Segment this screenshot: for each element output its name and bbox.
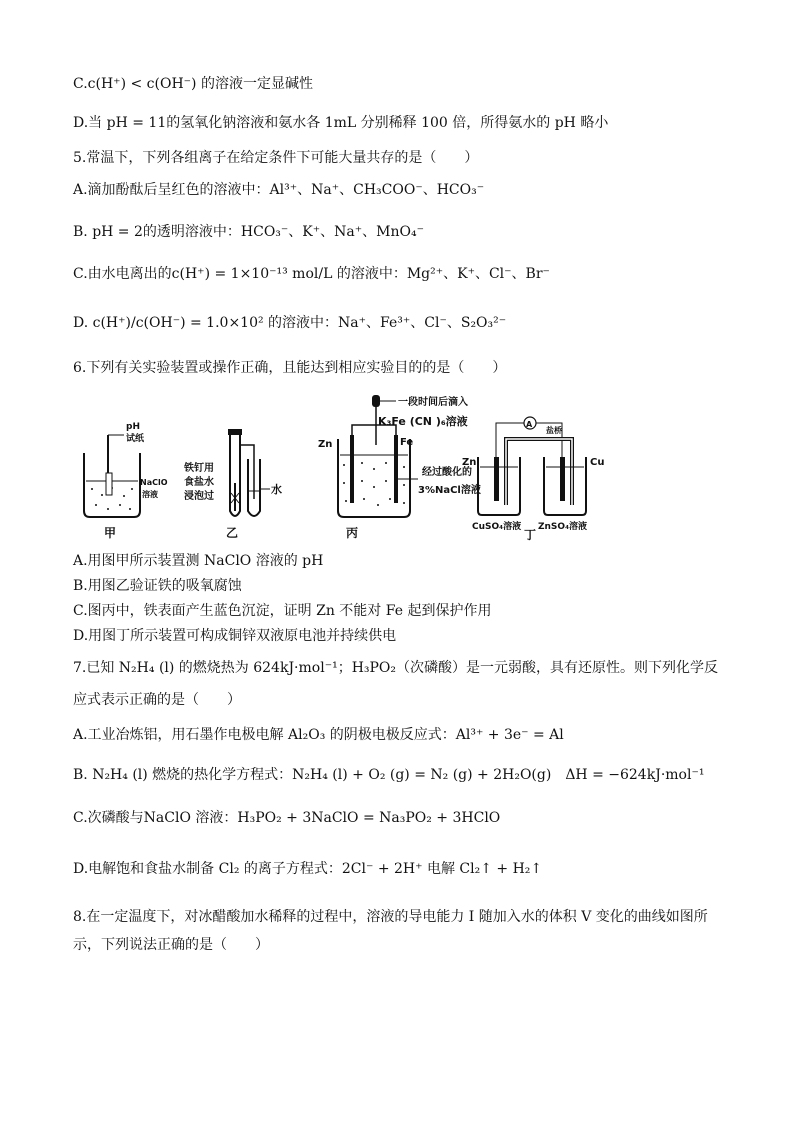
- label-fe: Fe: [400, 437, 414, 448]
- label-naclo-solution: 溶液: [142, 490, 158, 499]
- q7-option-d: D.电解饱和食盐水制备 Cl₂ 的离子方程式：2Cl⁻ + 2H⁺ 电解 Cl₂↑ + H₂↑: [73, 861, 543, 877]
- label-salt-bridge: 盐桥: [546, 426, 562, 435]
- apparatus-jia: [84, 422, 168, 540]
- q8-stem-line1: 8.在一定温度下，对冰醋酸加水稀释的过程中，溶液的导电能力 I 随加入水的体积 V 变化的曲线如图所: [73, 909, 708, 925]
- q6-option-c: C.图丙中，铁表面产生蓝色沉淀，证明 Zn 不能对 Fe 起到保护作用: [73, 603, 492, 619]
- label-jia: 甲: [104, 526, 117, 540]
- label-zn-right: Zn: [462, 457, 477, 468]
- q7-option-c: C.次磷酸与NaClO 溶液：H₃PO₂ + 3NaClO = Na₃PO₂ + 3HClO: [73, 810, 501, 826]
- q6-option-d: D.用图丁所示装置可构成铜锌双液原电池并持续供电: [73, 628, 397, 644]
- q5-option-b: B. pH = 2的透明溶液中：HCO₃⁻、K⁺、Na⁺、MnO₄⁻: [73, 224, 424, 240]
- q4-option-d: D.当 pH = 11的氢氧化钠溶液和氨水各 1mL 分别稀释 100 倍，所得氨水的 pH 略小: [73, 115, 609, 131]
- q4-option-c: C.c(H⁺) < c(OH⁻) 的溶液一定显碱性: [73, 76, 313, 92]
- label-reagent: K₃Fe (CN )₆溶液: [378, 415, 468, 428]
- label-bing: 丙: [346, 526, 359, 540]
- q8-stem-line2: 示，下列说法正确的是（ ）: [73, 937, 269, 953]
- q5-option-d: D. c(H⁺)/c(OH⁻) = 1.0×10² 的溶液中：Na⁺、Fe³⁺、Cl⁻、S₂O₃²⁻: [73, 315, 507, 331]
- label-acidified: 经过酸化的: [422, 467, 472, 478]
- q7-stem-line2: 应式表示正确的是（ ）: [73, 692, 241, 708]
- label-cu: Cu: [590, 457, 605, 468]
- apparatus-ding: [462, 417, 604, 541]
- label-yi: 乙: [226, 526, 239, 540]
- label-ding: 丁: [524, 528, 537, 541]
- label-zn-left: Zn: [318, 439, 333, 450]
- q7-option-b: B. N₂H₄ (l) 燃烧的热化学方程式：N₂H₄ (l) + O₂ (g) = N₂ (g) + 2H₂O(g) ΔH = −624kJ·mol⁻¹: [73, 767, 705, 783]
- q7-stem-line1: 7.已知 N₂H₄ (l) 的燃烧热为 624kJ·mol⁻¹；H₃PO₂（次磷酸）是一元弱酸，具有还原性。则下列化学反: [73, 660, 719, 676]
- label-naclo: NaClO: [140, 478, 168, 487]
- label-znso4: ZnSO₄溶液: [538, 522, 588, 532]
- q6-option-a: A.用图甲所示装置测 NaClO 溶液的 pH: [73, 553, 324, 569]
- label-salt-water: 食盐水: [184, 477, 214, 488]
- q7-option-a: A.工业冶炼铝，用石墨作电极电解 Al₂O₃ 的阴极电极反应式：Al³⁺ + 3e⁻ = Al: [73, 727, 564, 743]
- q6-apparatus-diagram: [78, 393, 638, 541]
- label-test-paper: 试纸: [126, 434, 145, 444]
- q5-option-a: A.滴加酚酞后呈红色的溶液中：Al³⁺、Na⁺、CH₃COO⁻、HCO₃⁻: [73, 182, 485, 198]
- q6-stem: 6.下列有关实验装置或操作正确，且能达到相应实验目的的是（ ）: [73, 360, 507, 376]
- label-cuso4: CuSO₄溶液: [472, 522, 522, 532]
- apparatus-bing: [318, 395, 481, 540]
- label-nacl-solution: 3%NaCl溶液: [418, 485, 481, 496]
- label-soaked: 浸泡过: [184, 491, 214, 502]
- q5-option-c: C.由水电离出的c(H⁺) = 1×10⁻¹³ mol/L 的溶液中：Mg²⁺、K⁺、Cl⁻、Br⁻: [73, 266, 550, 282]
- label-ammeter: A: [526, 420, 533, 429]
- q6-option-b: B.用图乙验证铁的吸氧腐蚀: [73, 578, 242, 594]
- apparatus-yi: [183, 429, 282, 540]
- label-water: 水: [271, 483, 282, 496]
- q5-stem: 5.常温下，下列各组离子在给定条件下可能大量共存的是（ ）: [73, 150, 479, 166]
- label-nail: 铁钉用: [184, 463, 214, 474]
- label-drip-note: 一段时间后滴入: [398, 397, 468, 408]
- label-ph: pH: [126, 422, 140, 432]
